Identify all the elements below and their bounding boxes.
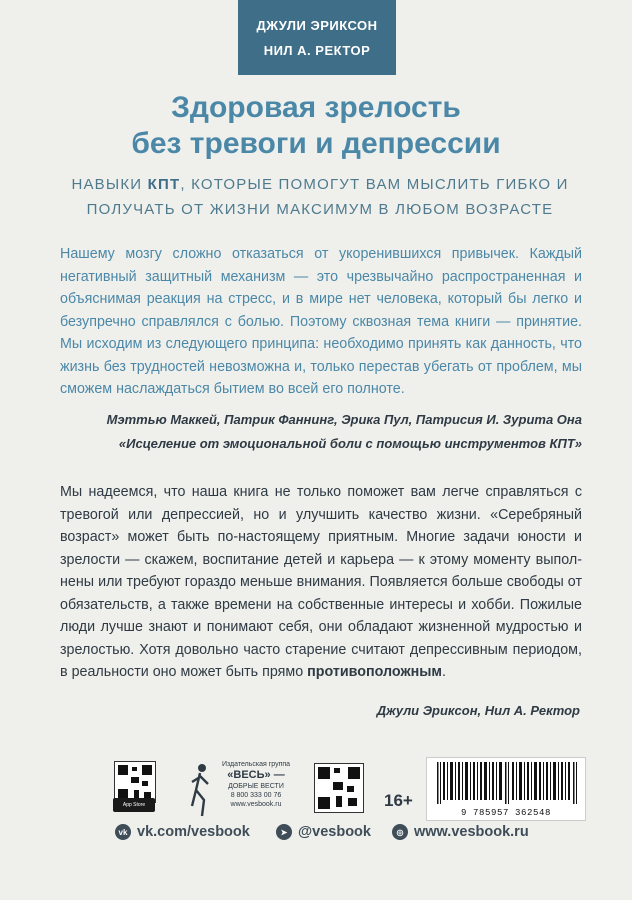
quote-author: Мэттью Маккей, Патрик Фаннинг, Эрика Пул, Патрисия И. Зурита Она (106, 412, 582, 427)
authors-signature: Джули Эриксон, Нил А. Ректор (376, 703, 580, 718)
author-name-2: НИЛ А. РЕКТОР (263, 42, 371, 58)
publisher-group-label: Издательская группа (221, 761, 291, 768)
qr-code-app[interactable] (114, 761, 156, 803)
publisher-brand-2: ДОБРЫЕ ВЕСТИ (228, 783, 284, 790)
vk-icon: vk (115, 824, 131, 840)
blurb-quote: Нашему мозгу сложно отказаться от укоренившихся привычек. Каждый негативный защитный механизм — это чрезвычайно распространенная и объяснимая реакция на стресс, и в мире нет человека, который бы легко и безупречно справлялся с болью. Поэтому сквозная тема книги — принятие. Мы исходим из следующего принципа: необходимо принять как данность, что жизнь без трудностей невозможна и, только перестав убегать от проблем, мы сможем наслаждаться бытием во всей его полноте. (60, 246, 582, 397)
book-subtitle (60, 172, 580, 222)
book-title (0, 90, 632, 162)
description-text: Мы надеемся, что наша книга не только поможет вам легче справляться с тревогой или депрессией, но и улучшить качество жизни. «Серебряный возраст» может быть по-настоящему приятным. Многие задачи юности и зрелости — скажем, воспитание детей и карьера — к этому моменту выполнены или требуют гораздо меньше внимания. Появляется больше свободы от обязательств, а также времени на собственные интересы и хобби. Пожилые люди лучше знают и понимают себя, они обладают жизненной мудростью и зрелостью. Хотя довольно часто старение считают депрессивным периодом, в реальности оно может быть прямо (60, 484, 582, 680)
description-bold-word: противоположным (307, 664, 443, 680)
social-vk-label: vk.com/vesbook (137, 824, 250, 840)
publisher-logo (188, 760, 298, 820)
publisher-phone: 8 800 333 00 76 (230, 792, 282, 799)
book-title-line-1: Здоровая зрелость (171, 91, 461, 124)
social-telegram[interactable] (276, 824, 371, 840)
social-vk[interactable] (115, 824, 250, 840)
running-figure-icon (188, 762, 212, 818)
social-website-label: www.vesbook.ru (414, 824, 529, 840)
subtitle-post: , КОТОРЫЕ ПОМОГУТ ВАМ МЫСЛИТЬ ГИБКО И ПОЛУЧАТЬ ОТ ЖИЗНИ МАКСИМУМ В ЛЮБОМ ВОЗРАСТЕ (86, 176, 569, 218)
publisher-info (214, 760, 298, 809)
publisher-site: www.vesbook.ru (230, 801, 282, 808)
globe-icon: ◎ (392, 824, 408, 840)
barcode-bars (437, 762, 577, 804)
social-website[interactable] (392, 824, 529, 840)
author-name-1: ДЖУЛИ ЭРИКСОН (256, 17, 378, 33)
book-description (60, 481, 582, 684)
description-end: . (442, 664, 446, 680)
publisher-brand: «ВЕСЬ» — (227, 769, 285, 781)
app-store-badge[interactable]: App Store (113, 798, 155, 812)
subtitle-pre: НАВЫКИ (71, 176, 148, 193)
authors-banner (238, 0, 396, 75)
social-telegram-label: @vesbook (298, 824, 371, 840)
subtitle-kpt: КПТ (147, 176, 181, 193)
qr-code-site[interactable] (314, 763, 364, 813)
isbn-digits: 9 785957 362548 (460, 808, 551, 818)
isbn-barcode (426, 757, 586, 821)
quote-source: «Исцеление от эмоциональной боли с помощью инструментов КПТ» (118, 436, 582, 451)
book-title-line-2: без тревоги и депрессии (131, 127, 501, 160)
age-rating: 16+ (384, 791, 413, 810)
telegram-icon: ➤ (276, 824, 292, 840)
